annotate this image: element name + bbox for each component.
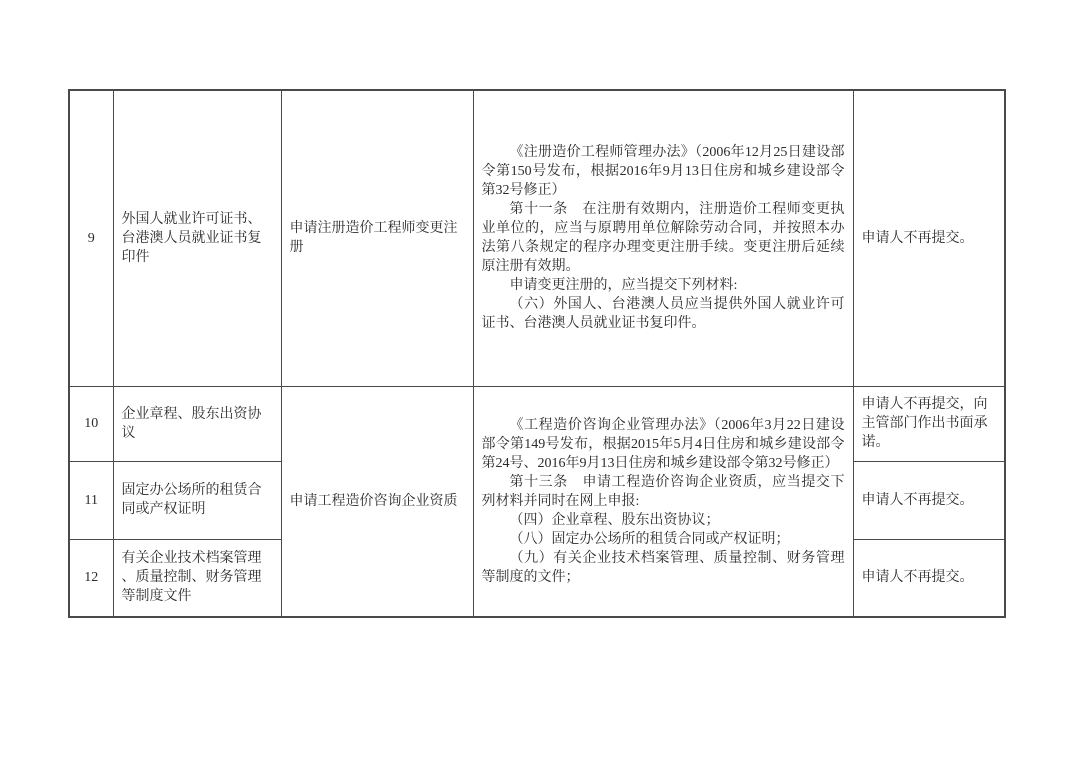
basis-paragraph: 第十三条 申请工程造价咨询企业资质，应当提交下列材料并同时在网上申报: bbox=[481, 474, 845, 509]
basis-paragraph: （八）固定办公场所的租赁合同或产权证明； bbox=[509, 531, 790, 547]
material-cell: 有关企业技术档案管理、质量控制、财务管理等制度文件 bbox=[113, 539, 281, 617]
basis-paragraph: （四）企业章程、股东出资协议； bbox=[509, 512, 720, 528]
basis-paragraph: （六）外国人、台港澳人员应当提供外国人就业许可证书、台港澳人员就业证书复印件。 bbox=[481, 297, 845, 332]
basis-cell bbox=[473, 90, 853, 386]
row-number: 11 bbox=[69, 461, 113, 539]
requirements-table bbox=[68, 89, 1006, 618]
row-number: 9 bbox=[69, 90, 113, 386]
table-row-9 bbox=[69, 90, 1005, 386]
note-cell: 申请人不再提交。 bbox=[853, 461, 1005, 539]
material-cell: 企业章程、股东出资协议 bbox=[113, 386, 281, 461]
note-cell: 申请人不再提交。 bbox=[853, 90, 1005, 386]
material-cell: 外国人就业许可证书、台港澳人员就业证书复印件 bbox=[113, 90, 281, 386]
basis-paragraph: 《工程造价咨询企业管理办法》（2006年3月22日建设部令第149号发布，根据2015年5月4日住房和城乡建设部令第24号、2016年9月13日住房和城乡建设部令第32号修正） bbox=[481, 417, 845, 471]
row-number: 12 bbox=[69, 539, 113, 617]
note-cell: 申请人不再提交，向主管部门作出书面承诺。 bbox=[853, 386, 1005, 461]
material-cell: 固定办公场所的租赁合同或产权证明 bbox=[113, 461, 281, 539]
item-cell-merged: 申请工程造价咨询企业资质 bbox=[281, 386, 473, 617]
basis-paragraph: 《注册造价工程师管理办法》（2006年12月25日建设部令第150号发布，根据2016年9月13日住房和城乡建设部令第32号修正） bbox=[481, 145, 845, 199]
basis-paragraph: 第十一条 在注册有效期内，注册造价工程师变更执业单位的，应当与原聘用单位解除劳动合同，并按照本办法第八条规定的程序办理变更注册手续。变更注册后延续原注册有效期。 bbox=[481, 202, 845, 275]
basis-paragraph: 申请变更注册的，应当提交下列材料: bbox=[509, 278, 738, 294]
item-cell: 申请注册造价工程师变更注册 bbox=[281, 90, 473, 386]
basis-paragraph: （九）有关企业技术档案管理、质量控制、财务管理等制度的文件； bbox=[481, 550, 845, 585]
note-cell: 申请人不再提交。 bbox=[853, 539, 1005, 617]
row-number: 10 bbox=[69, 386, 113, 461]
basis-cell-merged bbox=[473, 386, 853, 617]
table-row-10 bbox=[69, 386, 1005, 461]
